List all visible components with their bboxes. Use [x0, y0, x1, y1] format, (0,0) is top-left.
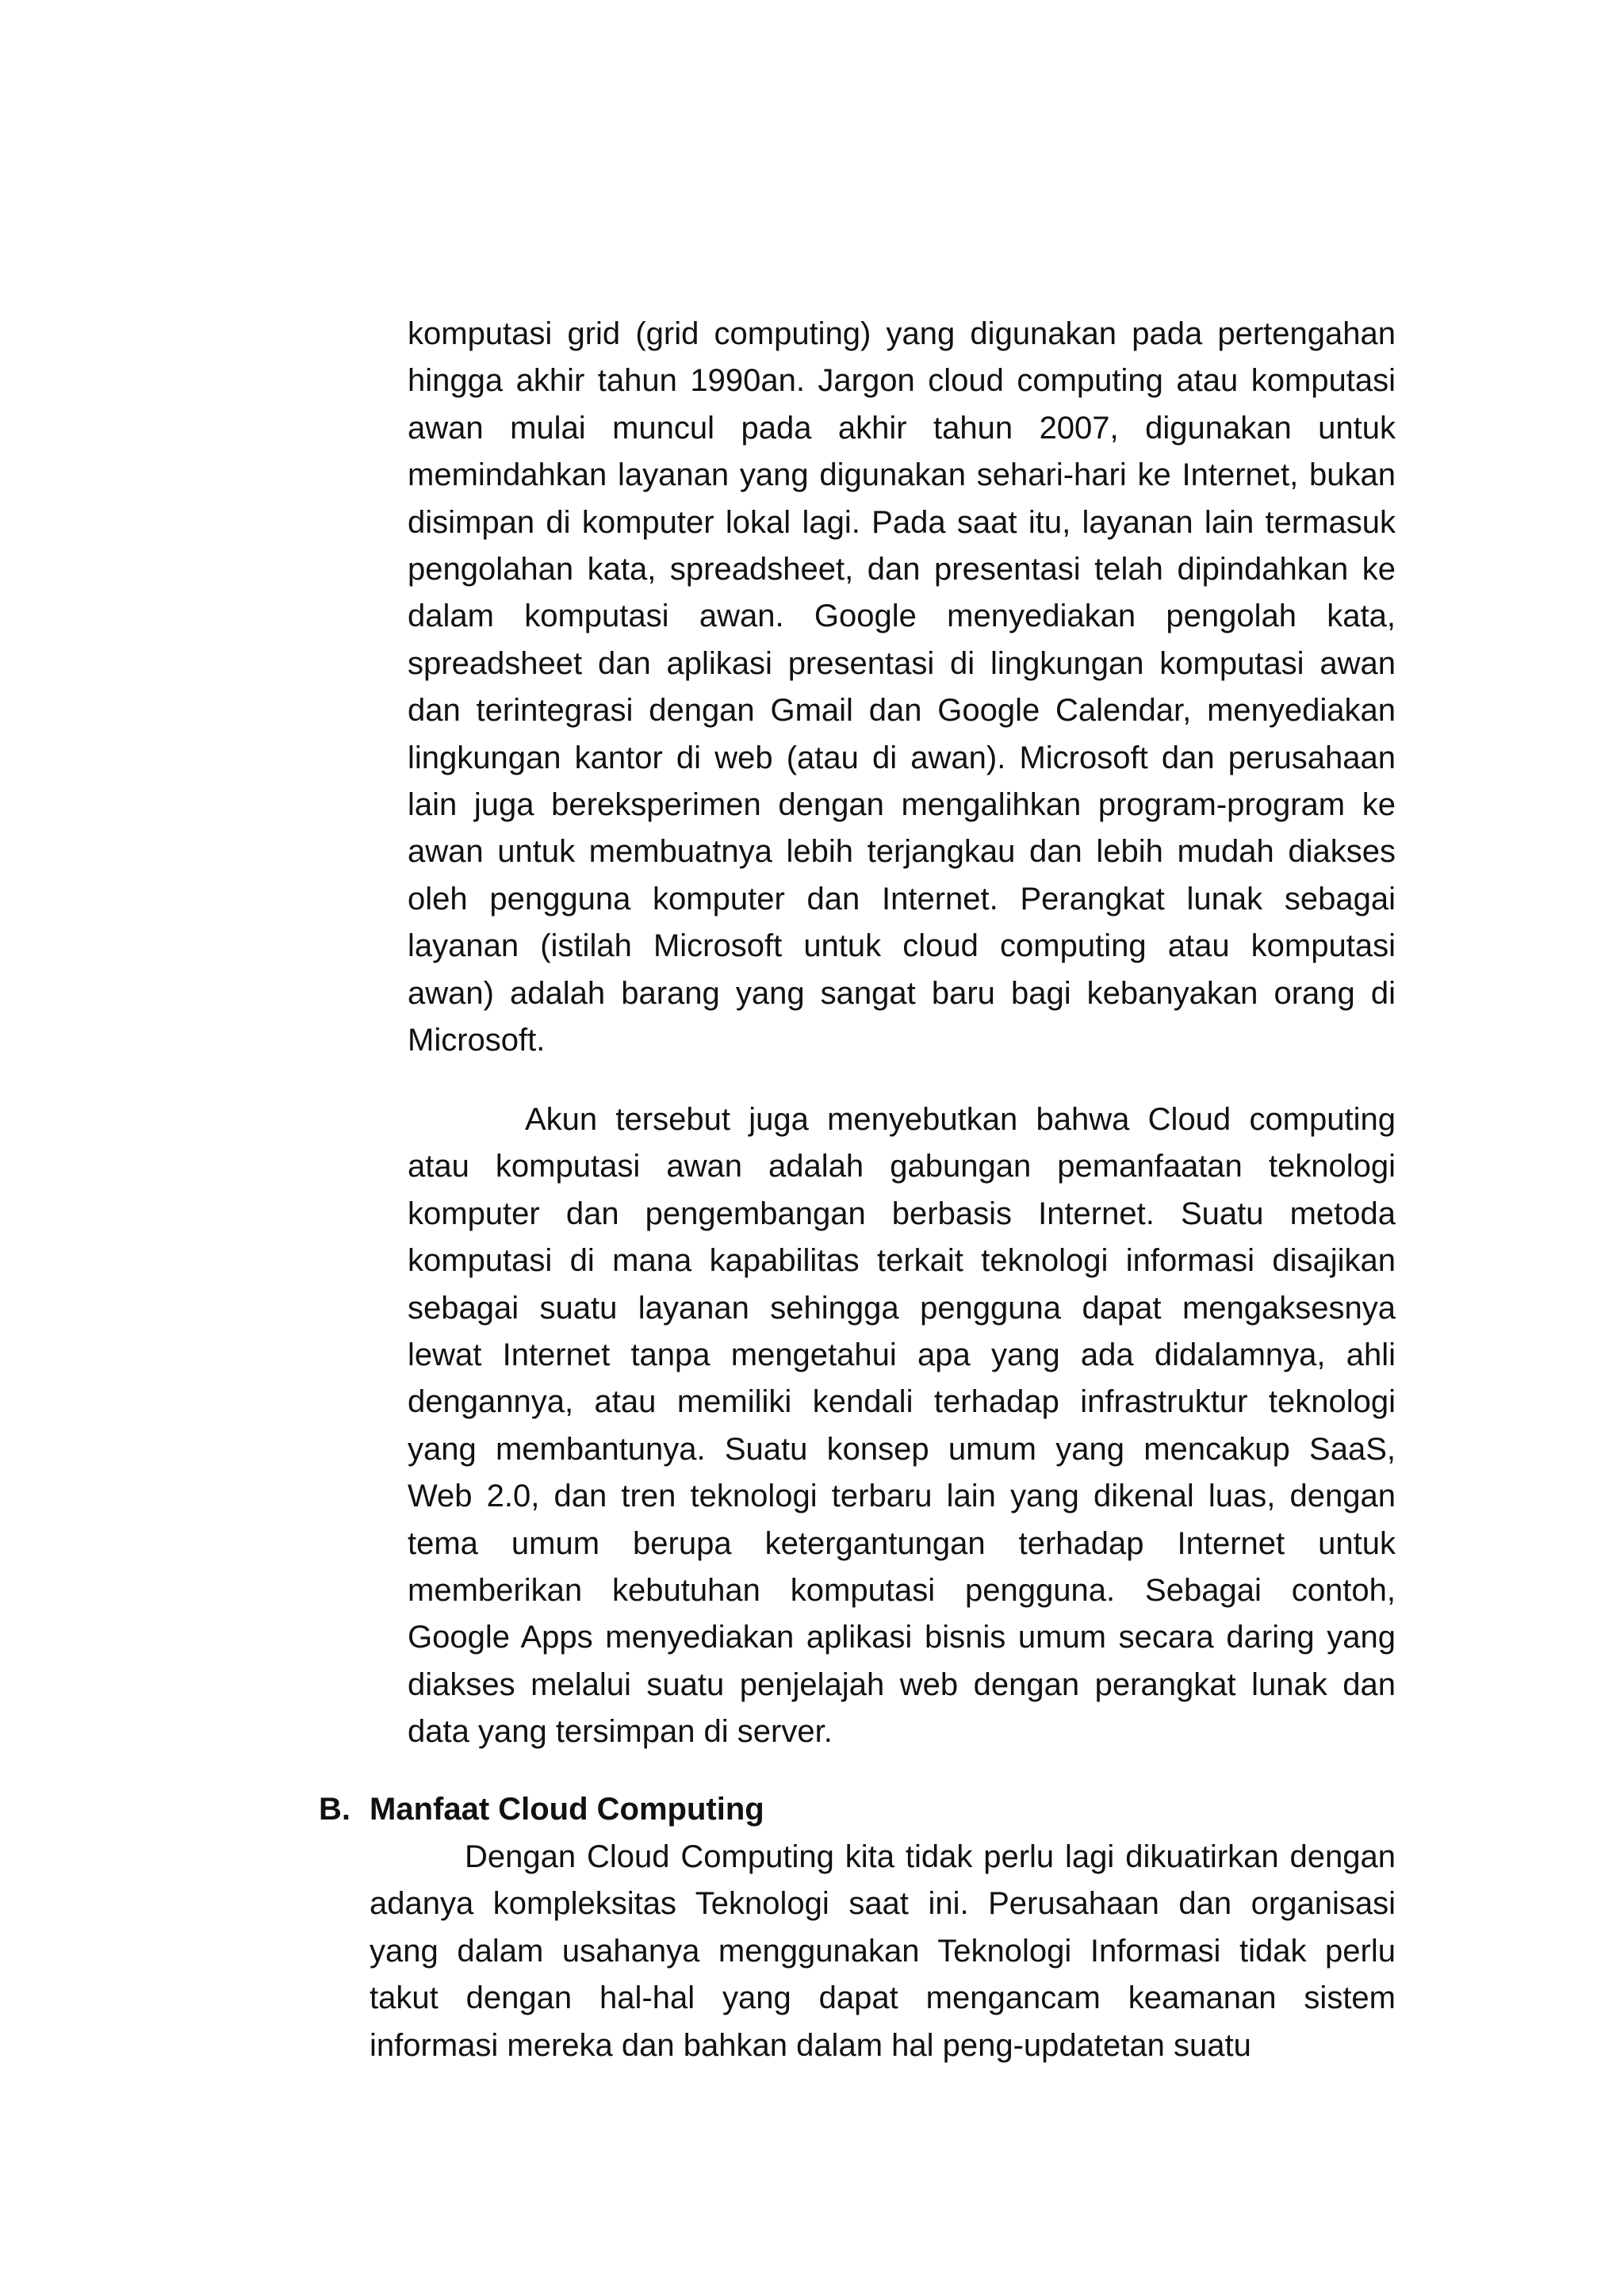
paragraph-grid-computing-history: komputasi grid (grid computing) yang digunakan pada pertengahan hingga akhir tahun 1990an. Jargon cloud computing atau komputasi awan mulai muncul pada akhir tahun 2007, digunakan untuk memindahkan layanan yang digunakan sehari-hari ke Internet, bukan disimpan di komputer lokal lagi. Pada saat itu, layanan lain termasuk pengolahan kata, spreadsheet, dan presentasi telah dipindahkan ke dalam komputasi awan. Google menyediakan pengolah kata, spreadsheet dan aplikasi presentasi di lingkungan komputasi awan dan terintegrasi dengan Gmail dan Google Calendar, menyediakan lingkungan kantor di web (atau di awan). Microsoft dan perusahaan lain juga bereksperimen dengan mengalihkan program-program ke awan untuk membuatnya lebih terjangkau dan lebih mudah diakses oleh pengguna komputer dan Internet. Perangkat lunak sebagai layanan (istilah Microsoft untuk cloud computing atau komputasi awan) adalah barang yang sangat baru bagi kebanyakan orang di Microsoft.	[408, 316, 1396, 1058]
paragraph-manfaat-cloud-computing: Dengan Cloud Computing kita tidak perlu lagi dikuatirkan dengan adanya kompleksitas Teknologi saat ini. Perusahaan dan organisasi yang dalam usahanya menggunakan Teknologi Informasi tidak perlu takut dengan hal-hal yang dapat mengancam keamanan sistem informasi mereka dan bahkan dalam hal peng-updatetan suatu	[370, 1839, 1396, 2063]
section-title: Manfaat Cloud Computing	[370, 1792, 764, 1827]
section-letter: B.	[319, 1792, 350, 1827]
paragraph-cloud-computing-definition: Akun tersebut juga menyebutkan bahwa Cloud computing atau komputasi awan adalah gabungan pemanfaatan teknologi komputer dan pengembangan berbasis Internet. Suatu metoda komputasi di mana kapabilitas terkait teknologi informasi disajikan sebagai suatu layanan sehingga pengguna dapat mengaksesnya lewat Internet tanpa mengetahui apa yang ada didalamnya, ahli dengannya, atau memiliki kendali terhadap infrastruktur teknologi yang membantunya. Suatu konsep umum yang mencakup SaaS, Web 2.0, dan tren teknologi terbaru lain yang dikenal luas, dengan tema umum berupa ketergantungan terhadap Internet untuk memberikan kebutuhan komputasi pengguna. Sebagai contoh, Google Apps menyediakan aplikasi bisnis umum secara daring yang diakses melalui suatu penjelajah web dengan perangkat lunak dan data yang tersimpan di server.	[408, 1102, 1396, 1750]
section-heading-manfaat	[319, 1786, 764, 1833]
